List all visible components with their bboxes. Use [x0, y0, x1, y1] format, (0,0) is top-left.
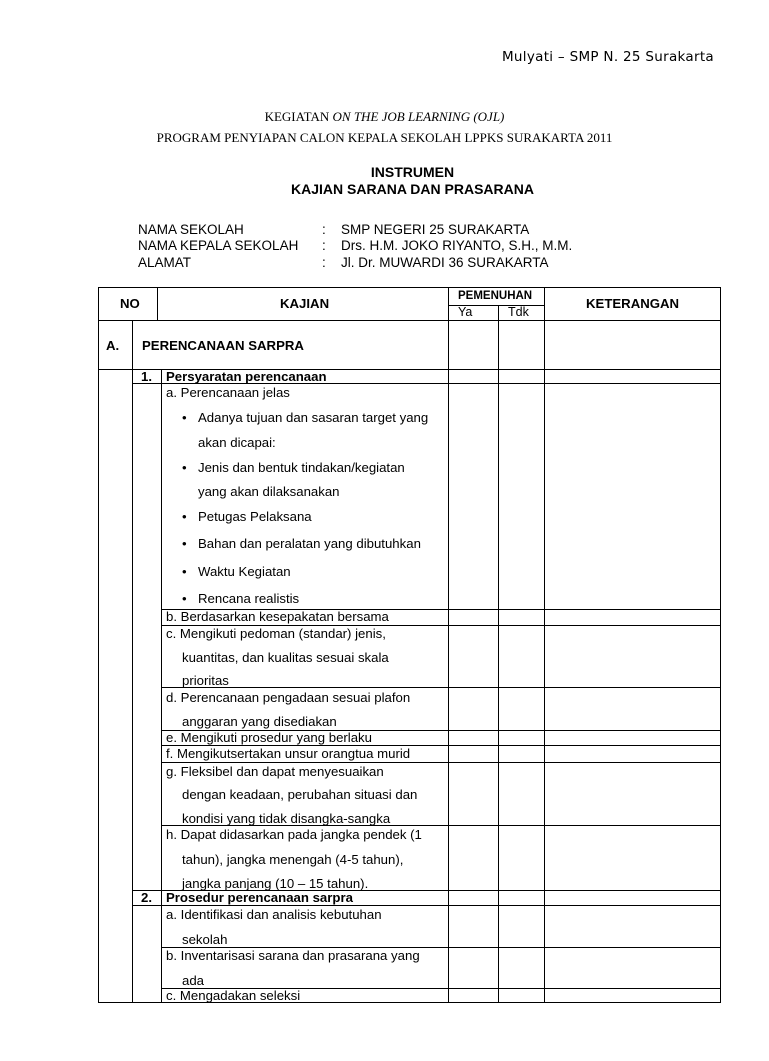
- info-colon: :: [322, 238, 326, 253]
- item-text: dengan keadaan, perubahan situasi dan: [182, 787, 418, 802]
- bullet-continuation: yang akan dilaksanakan: [198, 484, 340, 499]
- sub-number: 2.: [141, 890, 152, 905]
- study-title: KAJIAN SARANA DAN PRASARANA: [291, 181, 534, 197]
- item-text: jangka panjang (10 – 15 tahun).: [182, 876, 369, 891]
- item-text: f. Mengikutsertakan unsur orangtua murid: [166, 746, 411, 761]
- item-text: a. Perencanaan jelas: [166, 385, 290, 400]
- item-text: ada: [182, 973, 205, 988]
- instrument-title: INSTRUMEN: [370, 164, 455, 180]
- info-label: ALAMAT: [138, 255, 192, 270]
- item-text: anggaran yang disediakan: [182, 714, 337, 729]
- item-text: c. Mengikuti pedoman (standar) jenis,: [166, 626, 386, 641]
- col-divider: [498, 306, 499, 1003]
- section-title: PERENCANAAN SARPRA: [142, 338, 304, 353]
- item-text: h. Dapat didasarkan pada jangka pendek (1: [166, 827, 422, 842]
- table-border-left: [98, 287, 99, 1003]
- bullet-item: • Adanya tujuan dan sasaran target yang: [198, 410, 428, 426]
- info-value: SMP NEGERI 25 SURAKARTA: [341, 222, 530, 237]
- bullet-item: • Bahan dan peralatan yang dibutuhkan: [198, 536, 421, 552]
- col-divider: [448, 287, 449, 1003]
- row-divider: [98, 320, 721, 321]
- item-text: prioritas: [182, 673, 229, 688]
- item-text: kondisi yang tidak disangka-sangka: [182, 811, 391, 826]
- item-text: d. Perencanaan pengadaan sesuai plafon: [166, 690, 411, 705]
- activity-title: [0, 109, 769, 125]
- info-colon: :: [322, 255, 326, 270]
- sub-title: Persyaratan perencanaan: [166, 369, 327, 384]
- item-text: b. Inventarisasi sarana dan prasarana yang: [166, 948, 420, 963]
- info-value: Drs. H.M. JOKO RIYANTO, S.H., M.M.: [341, 238, 573, 253]
- bullet-item: • Petugas Pelaksana: [198, 509, 312, 525]
- header-ya: Ya: [458, 305, 473, 319]
- item-text: e. Mengikuti prosedur yang berlaku: [166, 730, 372, 745]
- document-header: Mulyati – SMP N. 25 Surakarta: [501, 49, 714, 65]
- col-divider: [161, 369, 162, 1003]
- bullet-item: • Waktu Kegiatan: [198, 564, 291, 580]
- header-kajian: KAJIAN: [280, 296, 330, 311]
- table-border-right: [720, 287, 721, 1003]
- col-divider: [132, 320, 133, 1003]
- item-text: kuantitas, dan kualitas sesuai skala: [182, 650, 389, 665]
- header-no: NO: [120, 296, 140, 311]
- program-title: PROGRAM PENYIAPAN CALON KEPALA SEKOLAH LPPKS SURAKARTA 2011: [156, 130, 613, 145]
- info-label: NAMA SEKOLAH: [138, 222, 244, 237]
- info-label: NAMA KEPALA SEKOLAH: [138, 238, 299, 253]
- item-text: g. Fleksibel dan dapat menyesuaikan: [166, 764, 384, 779]
- header-pemenuhan: PEMENUHAN: [458, 290, 533, 302]
- table-border-top: [98, 287, 721, 288]
- item-text: sekolah: [182, 932, 228, 947]
- assessment-table: [98, 287, 721, 1003]
- bullet-item: • Rencana realistis: [198, 591, 299, 607]
- item-text: a. Identifikasi dan analisis kebutuhan: [166, 907, 382, 922]
- col-divider: [544, 287, 545, 1003]
- item-text: b. Berdasarkan kesepakatan bersama: [166, 609, 389, 624]
- header-keterangan: KETERANGAN: [586, 296, 680, 311]
- bullet-item: • Jenis dan bentuk tindakan/kegiatan: [198, 460, 405, 476]
- sub-title: Prosedur perencanaan sarpra: [166, 890, 353, 905]
- info-colon: :: [322, 222, 326, 237]
- row-divider: [161, 687, 721, 688]
- activity-title-italic: ON THE JOB LEARNING (OJL): [332, 109, 505, 124]
- header-tdk: Tdk: [508, 305, 529, 319]
- bullet-continuation: akan dicapai:: [198, 435, 276, 450]
- sub-number: 1.: [141, 369, 152, 384]
- item-text: c. Mengadakan seleksi: [166, 988, 301, 1003]
- info-value: Jl. Dr. MUWARDI 36 SURAKARTA: [341, 255, 549, 270]
- col-divider: [157, 287, 158, 320]
- section-letter: A.: [106, 338, 120, 353]
- activity-title-prefix: KEGIATAN: [264, 109, 333, 124]
- item-text: tahun), jangka menengah (4-5 tahun),: [182, 852, 404, 867]
- row-divider: [161, 762, 721, 763]
